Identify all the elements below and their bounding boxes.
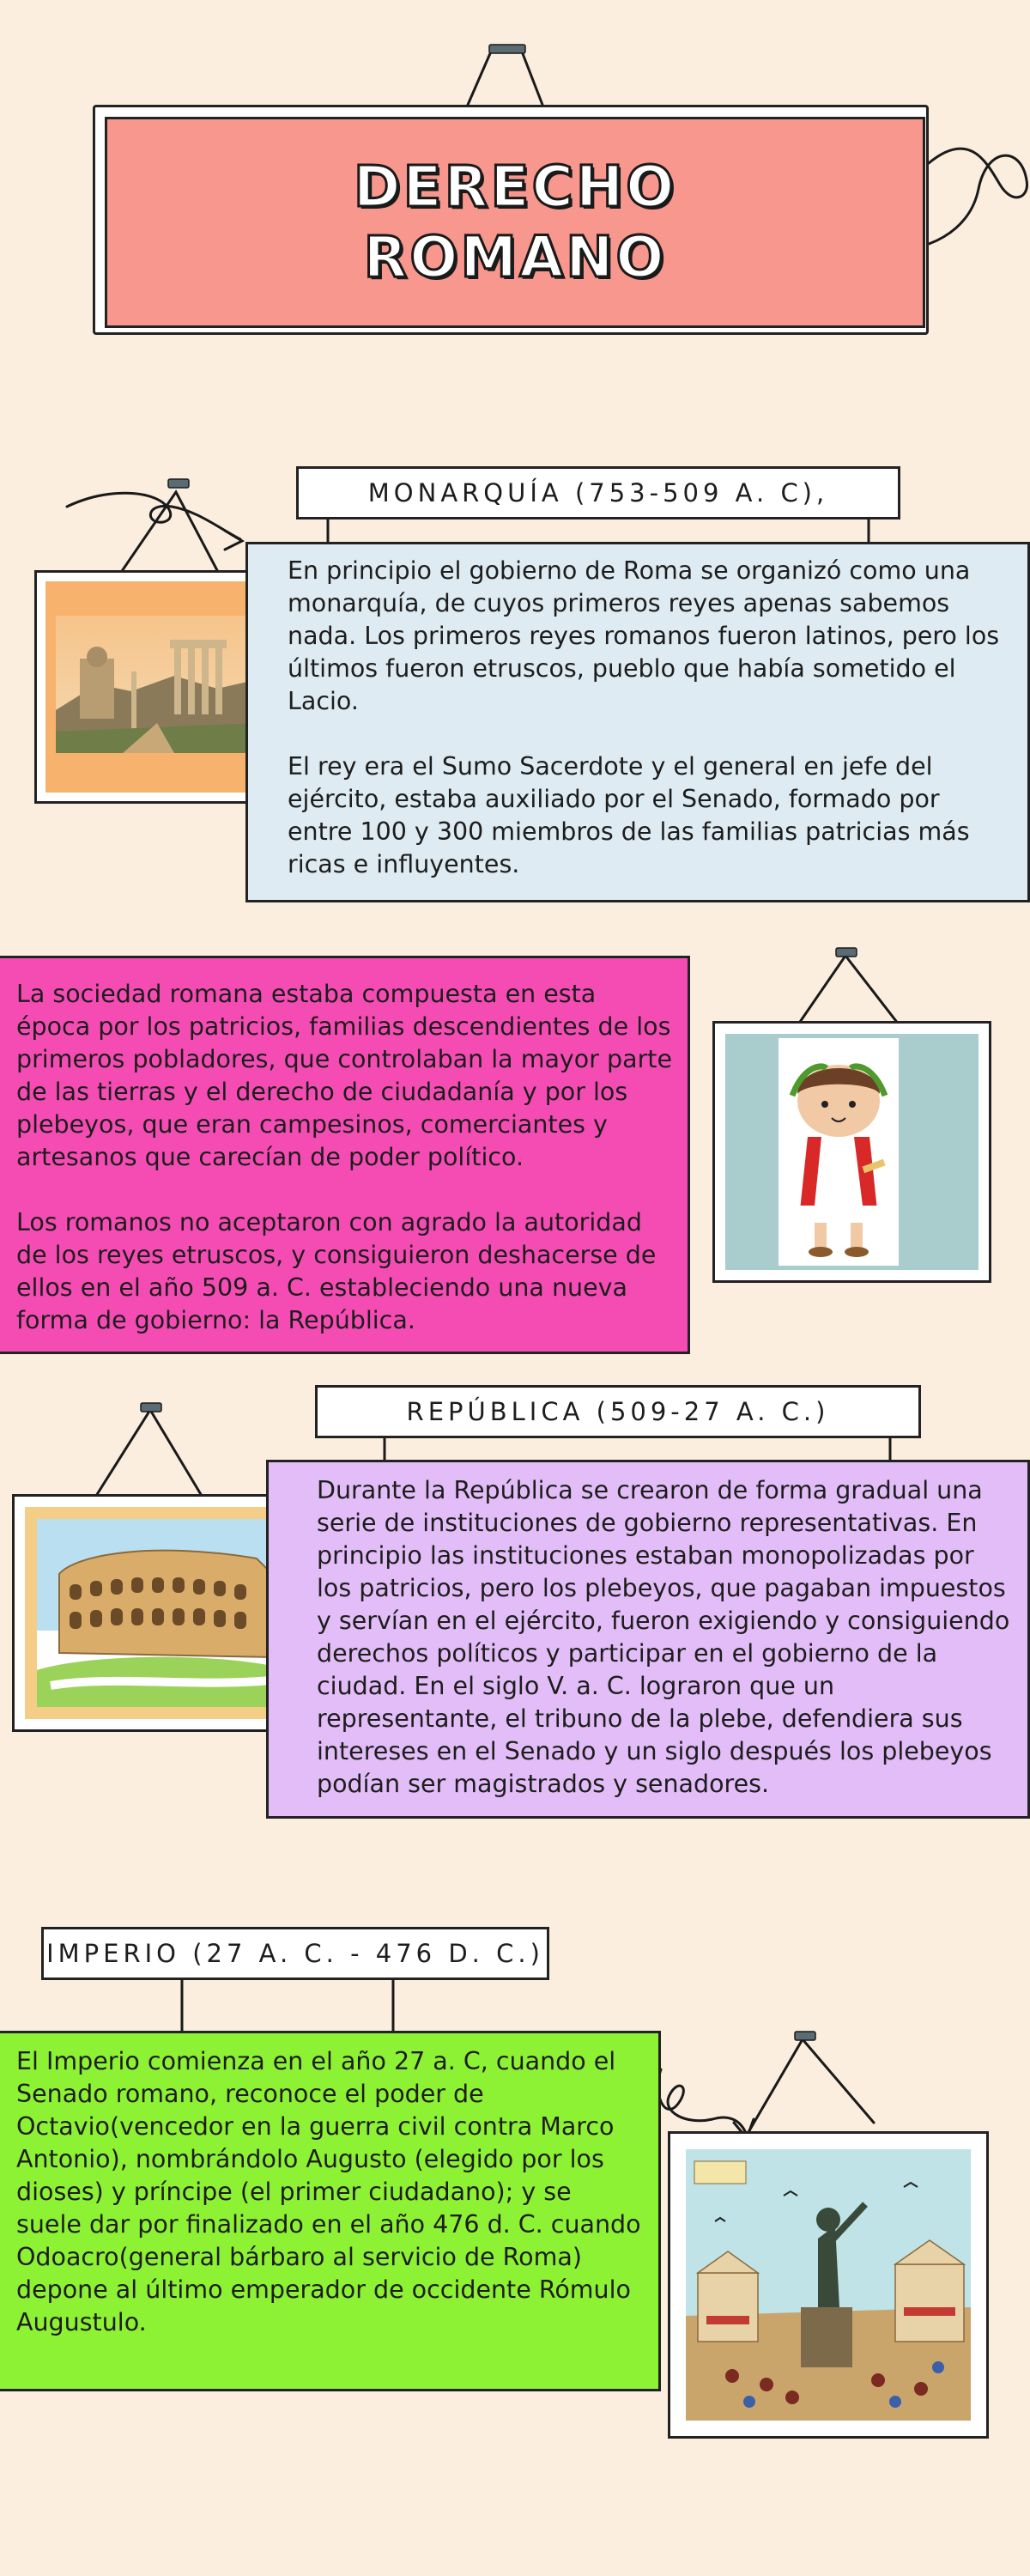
imperio-text-box [0, 2031, 661, 2391]
monarquia-header: MONARQUÍA (753-509 A. C), [296, 466, 900, 519]
monarquia-text-box [245, 542, 1030, 902]
forum-image [45, 581, 262, 793]
monarquia-paragraph-1: En principio el gobierno de Roma se organizó como una monarquía, de cuyos primeros reyes apenas sabemos nada. Los primeros reyes romanos fueron latinos, pero los últimos fueron etruscos, pueblo que había sometido el Lacio. [288, 556, 1000, 715]
augustus-image [681, 2144, 976, 2426]
coliseo-image [25, 1507, 295, 1719]
republica-paragraph-1: Durante la República se crearon de forma gradual una serie de instituciones de gobierno representativas. En principio las instituciones estaban monopolizadas por los patricios, pero los plebeyos, que pagaban impuestos y servían en el ejército, fueron exigiendo y consiguiendo derechos políticos y participar en el gobierno de la ciudad. En el siglo V. a. C. lograron que un representante, el tribuno de la plebe, defendiera sus intereses en el Senado y un siglo después los plebeyos podían ser magistrados y senadores. [317, 1476, 1010, 1798]
augustus-picture-frame [668, 2131, 989, 2439]
imperio-header: IMPERIO (27 A. C. - 476 D. C.) [41, 1927, 549, 1980]
forum-picture-frame [34, 570, 273, 804]
sociedad-text-box [0, 956, 690, 1354]
page-title [105, 117, 925, 328]
republica-text-box [266, 1460, 1030, 1819]
coliseo-picture-frame [12, 1494, 308, 1732]
caesar-picture-frame [712, 1021, 991, 1283]
imperio-paragraph-1: El Imperio comienza en el año 27 a. C, cuando el Senado romano, reconoce el poder de Octavio(vencedor en la guerra civil contra Marco Antonio), nombrándolo Augusto (elegido por los dioses) y príncipe (el primer ciudadano); y se suele dar por finalizado en el año 476 d. C. cuando Odoacro(general bárbaro al servicio de Roma) depone al último emperador de occidente Rómulo Augustulo. [16, 2047, 641, 2336]
monarquia-paragraph-2: El rey era el Sumo Sacerdote y el general en jefe del ejército, estaba auxiliado por el Senado, formado por entre 100 y 300 miembros de las familias patricias más ricas e influyentes. [288, 752, 970, 878]
republica-header: REPÚBLICA (509-27 A. C.) [315, 1385, 921, 1438]
title-line-1: DERECHO [353, 154, 677, 220]
caesar-image [725, 1034, 978, 1270]
title-line-2: ROMANO [363, 224, 667, 290]
sociedad-paragraph-2: Los romanos no aceptaron con agrado la autoridad de los reyes etruscos, y consiguieron deshacerse de ellos en el año 509 a. C. estableciendo una nueva forma de gobierno: la República. [16, 1208, 657, 1334]
sociedad-paragraph-1: La sociedad romana estaba compuesta en esta época por los patricios, familias descendientes de los primeros pobladores, que controlaban la mayor parte de las tierras y el derecho de ciudadanía y por los plebeyos, que eran campesinos, comerciantes y artesanos que carecían de poder político. [16, 980, 672, 1171]
